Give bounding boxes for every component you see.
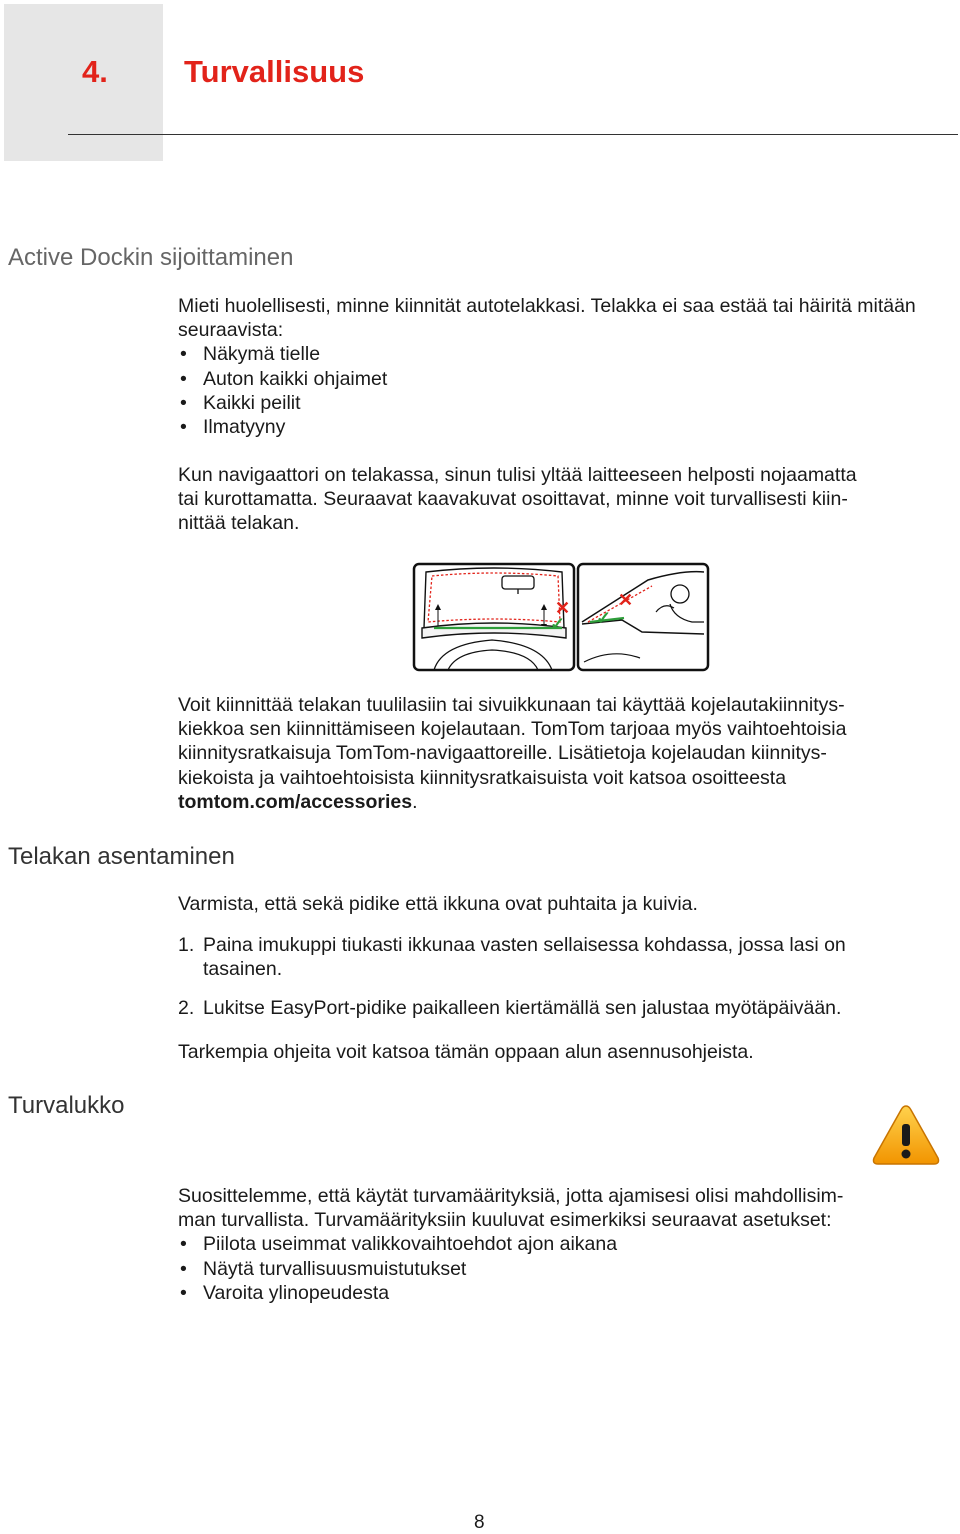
- text-line: man turvallista. Turvamäärityksiin kuuluvat esimerkiksi seuraavat asetukset:: [178, 1209, 832, 1232]
- text-line: Kun navigaattori on telakassa, sinun tulisi yltää laitteeseen helposti nojaamatta: [178, 464, 857, 486]
- steps-list: [178, 996, 958, 1020]
- mounting-steps: [178, 933, 958, 981]
- list-item: [178, 996, 958, 1020]
- wrong-position-mark: ✕: [618, 590, 634, 610]
- active-dock-intro: Mieti huolellisesti, minne kiinnität autotelakkasi. Telakka ei saa estää tai häiritä mitään seuraavista:: [178, 295, 916, 342]
- step-number: 1.: [178, 934, 195, 956]
- step-text: tasainen.: [203, 958, 283, 981]
- list-item: • Varoita ylinopeudesta: [178, 1281, 958, 1305]
- active-dock-reach-paragraph: [178, 463, 958, 536]
- windscreen-illustration: [412, 562, 710, 672]
- windscreen-side-diagram: [578, 564, 708, 670]
- heading-active-dock: Active Dockin sijoittaminen: [8, 244, 294, 271]
- chapter-number: 4.: [82, 54, 108, 89]
- text-line: kiekoista ja vaihtoehtoisista kiinnitysratkaisuista voit katsoa osoitteesta: [178, 766, 787, 789]
- mounting-options-paragraph: [178, 693, 958, 814]
- text-line: nittää telakan.: [178, 512, 300, 535]
- text-line: tai kurottamatta. Seuraavat kaavakuvat osoittavat, minne voit turvallisesti kiin-: [178, 488, 848, 511]
- chapter-title: Turvallisuus: [184, 54, 365, 89]
- list-item: • Kaikki peilit: [178, 391, 958, 415]
- list-item: • Näkymä tielle: [178, 342, 958, 366]
- list-item: • Näytä turvallisuusmuistutukset: [178, 1257, 958, 1281]
- wrong-position-mark: ✕: [555, 598, 571, 618]
- list-item: • Piilota useimmat valikkovaihtoehdot ajon aikana: [178, 1232, 958, 1256]
- step-text: Lukitse EasyPort-pidike paikalleen kiertämällä sen jalustaa myötäpäivään.: [203, 997, 842, 1019]
- text-line: Voit kiinnittää telakan tuulilasiin tai sivuikkunaan tai käyttää kojelautakiinnitys-: [178, 694, 845, 716]
- text-line: Suosittelemme, että käytät turvamäärityksiä, jotta ajamisesi olisi mahdollisim-: [178, 1185, 844, 1207]
- list-item: [178, 933, 958, 981]
- steps-list: [178, 933, 958, 981]
- warning-triangle-icon: [870, 1102, 942, 1168]
- correct-position-mark: ✓: [596, 608, 612, 628]
- heading-safety-lock: Turvalukko: [8, 1092, 125, 1119]
- step-text: Paina imukuppi tiukasti ikkunaa vasten sellaisessa kohdassa, jossa lasi on: [203, 934, 846, 956]
- link-suffix: .: [412, 790, 418, 813]
- mounting-intro: Varmista, että sekä pidike että ikkuna ovat puhtaita ja kuivia.: [178, 893, 698, 915]
- windscreen-front-diagram: [414, 564, 574, 670]
- list-item: • Ilmatyyny: [178, 415, 958, 439]
- text-line: [178, 790, 958, 814]
- page-number: 8: [474, 1512, 485, 1533]
- chapter-divider: [68, 134, 958, 135]
- accessories-link[interactable]: tomtom.com/accessories: [178, 790, 413, 813]
- correct-position-mark: ✓: [550, 614, 566, 634]
- safety-lock-body: [178, 1184, 958, 1305]
- step-number: 2.: [178, 997, 195, 1019]
- mounting-outro: Tarkempia ohjeita voit katsoa tämän oppaan alun asennusohjeista.: [178, 1041, 754, 1063]
- text-line: kiekkoa sen kiinnittämiseen kojelautaan. TomTom tarjoaa myös vaihtoehtoisia: [178, 718, 847, 741]
- mounting-step-2: [178, 996, 958, 1020]
- safety-settings-list: [178, 1232, 958, 1305]
- heading-mounting: Telakan asentaminen: [8, 843, 235, 870]
- obstruction-list: [178, 342, 958, 439]
- text-line: kiinnitysratkaisuja TomTom-navigaattoreille. Lisätietoja kojelaudan kiinnitys-: [178, 742, 827, 765]
- list-item: • Auton kaikki ohjaimet: [178, 367, 958, 391]
- active-dock-body: [178, 294, 958, 439]
